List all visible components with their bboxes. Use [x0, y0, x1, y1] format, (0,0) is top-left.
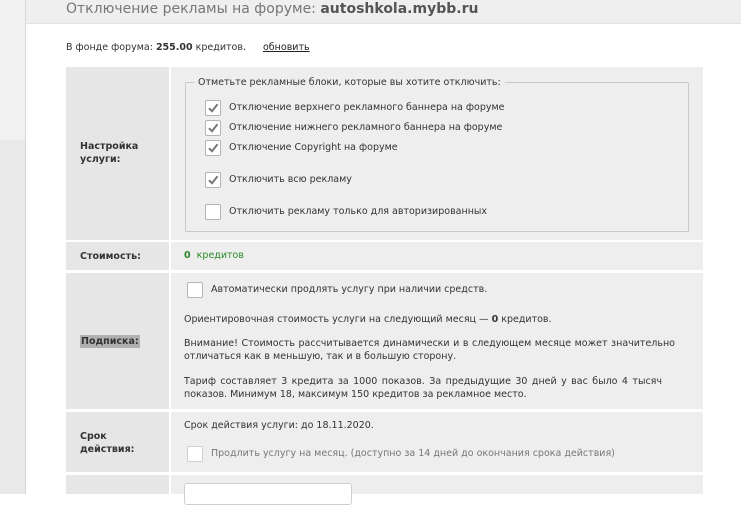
- page-title-prefix: Отключение рекламы на форуме:: [66, 1, 316, 17]
- service-settings-label-cell: [66, 67, 170, 240]
- fund-unit: кредитов.: [195, 42, 246, 53]
- fund-amount: 255.00: [155, 42, 193, 53]
- authorized-only-label: Отключить рекламу только для авторизированных: [229, 206, 488, 217]
- price-warning: Внимание! Стоимость рассчитывается динамически и в следующем месяце может значительно отличаться как в меньшую, так и в большую сторону.: [184, 338, 675, 362]
- estimate-text: Ориентировочная стоимость услуги на следующий месяц —: [184, 314, 489, 325]
- cost-unit: кредитов: [196, 250, 244, 261]
- auto-renew-checkbox[interactable]: [187, 282, 203, 298]
- service-settings-row: [66, 67, 703, 240]
- refresh-link[interactable]: обновить: [263, 42, 310, 53]
- cost-label: Стоимость:: [80, 251, 141, 262]
- validity-label: Срок действия:: [80, 431, 135, 455]
- ad-blocks-fieldset: [185, 77, 689, 232]
- estimate-unit: кредитов.: [501, 314, 552, 325]
- forum-fund-info: [66, 42, 310, 53]
- cost-value-cell: [171, 242, 703, 270]
- all-ads-checkbox[interactable]: [205, 172, 221, 188]
- subscription-row: [66, 273, 703, 409]
- validity-row: [66, 412, 703, 472]
- next-row-value-cell: [171, 475, 703, 494]
- all-ads-label: Отключить всю рекламу: [229, 174, 352, 185]
- cost-label-cell: [66, 242, 170, 270]
- top-banner-label: Отключение верхнего рекламного баннера на форуме: [229, 102, 505, 113]
- cost-row: [66, 242, 703, 270]
- submit-button[interactable]: [184, 483, 352, 505]
- cost-amount: 0: [184, 250, 191, 261]
- forum-domain: autoshkola.mybb.ru: [320, 1, 479, 17]
- service-settings-label: Настройка услуги:: [80, 141, 139, 165]
- fund-label: В фонде форума:: [66, 42, 153, 53]
- estimate-line: [184, 314, 552, 327]
- checkmark-icon: [207, 174, 219, 186]
- bottom-banner-label: Отключение нижнего рекламного баннера на форуме: [229, 122, 503, 133]
- estimate-amount: 0: [491, 314, 499, 325]
- subscription-label-cell: [66, 273, 170, 409]
- authorized-only-checkbox[interactable]: [205, 204, 221, 220]
- subscription-label: Подписка:: [81, 336, 139, 347]
- next-row: [66, 475, 703, 494]
- left-sidebar-strip: [0, 0, 26, 494]
- auto-renew-label: Автоматически продлять услугу при наличии средств.: [211, 284, 488, 295]
- copyright-checkbox[interactable]: [205, 140, 221, 156]
- left-strip-highlight: [0, 0, 25, 140]
- ad-blocks-legend: Отметьте рекламные блоки, которые вы хотите отключить:: [194, 77, 505, 88]
- extend-label: Продлить услугу на месяц. (доступно за 14 дней до окончания срока действия): [211, 448, 615, 459]
- next-row-label-cell: [66, 475, 170, 494]
- page-title: [66, 1, 478, 17]
- subscription-value-cell: [171, 273, 703, 409]
- checkmark-icon: [207, 122, 219, 134]
- copyright-label: Отключение Copyright на форуме: [229, 142, 398, 153]
- validity-value-cell: [171, 412, 703, 472]
- validity-text: Срок действия услуги: до 18.11.2020.: [184, 420, 374, 431]
- validity-label-cell: [66, 412, 170, 472]
- extend-checkbox[interactable]: [187, 446, 203, 462]
- checkmark-icon: [207, 142, 219, 154]
- top-banner-checkbox[interactable]: [205, 100, 221, 116]
- tariff-info: Тариф составляет 3 кредита за 1000 показов. За предыдущие 30 дней у вас было 4 тысяч показов. Минимум 18, максимум 150 кредитов за рекламное место.: [184, 376, 662, 400]
- cost-value: [184, 250, 244, 263]
- bottom-banner-checkbox[interactable]: [205, 120, 221, 136]
- service-settings-value-cell: [171, 67, 703, 240]
- checkmark-icon: [207, 102, 219, 114]
